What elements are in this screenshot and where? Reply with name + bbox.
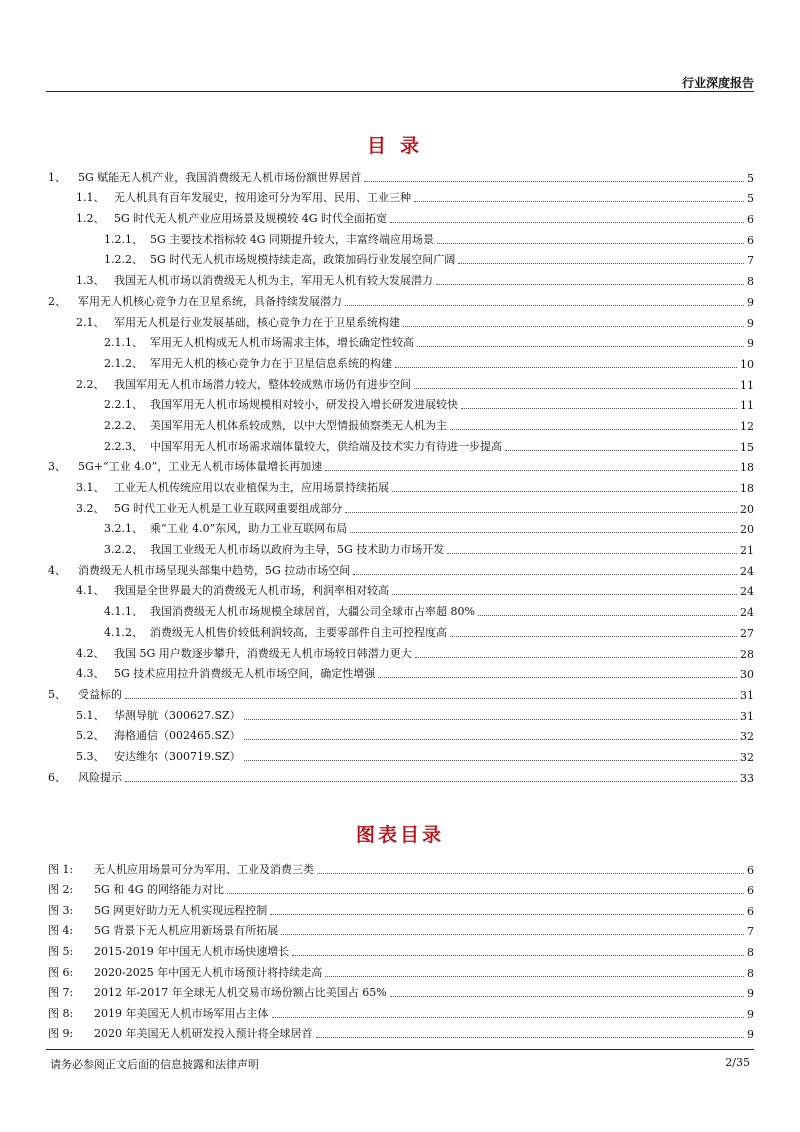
entry-number: 4.3、	[76, 667, 105, 681]
dot-leader	[414, 201, 744, 202]
entry-number: 图 2:	[48, 883, 74, 897]
entry-title: 我国军用无人机市场规模相对较小，研发投入增长研发进展较快	[150, 398, 458, 412]
dot-leader	[390, 222, 744, 223]
entry-number: 4.1、	[76, 584, 105, 598]
entry-title: 5G 网更好助力无人机实现远程控制	[94, 903, 268, 917]
toc-entry[interactable]	[48, 454, 754, 475]
entry-title: 我国 5G 用户数逐步攀升，消费级无人机市场较日韩潜力更大	[114, 646, 412, 660]
dot-leader	[390, 996, 744, 997]
entry-title: 5G 背景下无人机应用新场景有所拓展	[94, 924, 279, 938]
dot-leader	[478, 615, 737, 616]
toc-entry[interactable]	[48, 371, 754, 392]
entry-page: 24	[740, 606, 754, 620]
entry-title: 无人机应用场景可分为军用、工业及消费三类	[94, 862, 314, 876]
entry-title: 军用无人机的核心竞争力在于卫星信息系统的构建	[150, 356, 392, 370]
entry-title: 军用无人机构成无人机市场需求主体，增长确定性较高	[150, 336, 414, 350]
dot-leader	[281, 934, 744, 935]
figure-entry[interactable]	[48, 1021, 754, 1042]
entry-title: 2020 年美国无人机研发投入预计将全球居首	[94, 1027, 313, 1041]
entry-number: 2.1.2、	[104, 356, 143, 370]
dot-leader	[403, 326, 744, 327]
entry-number: 图 5:	[48, 944, 74, 958]
entry-page: 20	[740, 523, 754, 537]
entry-page: 9	[747, 316, 754, 330]
dot-leader	[417, 346, 744, 347]
entry-title: 5G 时代无人机市场规模持续走高，政策加码行业发展空间广阔	[150, 253, 456, 267]
entry-number: 1.1、	[76, 191, 105, 205]
entry-number: 2.2.1、	[104, 398, 143, 412]
dot-leader	[353, 574, 737, 575]
figure-entry[interactable]	[48, 918, 754, 939]
toc-entry[interactable]	[48, 536, 754, 557]
figure-entry[interactable]	[48, 856, 754, 877]
entry-page: 5	[747, 171, 754, 185]
dot-leader	[244, 760, 737, 761]
entry-page: 5	[747, 192, 754, 206]
entry-title: 华测导航（300627.SZ）	[114, 708, 241, 722]
entry-number: 图 3:	[48, 903, 74, 917]
dot-leader	[364, 181, 744, 182]
dot-leader	[125, 781, 737, 782]
toc-entry[interactable]	[48, 185, 754, 206]
entry-number: 图 7:	[48, 986, 74, 1000]
toc-entry[interactable]	[48, 557, 754, 578]
entry-page: 11	[740, 399, 754, 413]
toc-entry[interactable]	[48, 330, 754, 351]
dot-leader	[415, 657, 737, 658]
dot-leader	[505, 450, 737, 451]
dot-leader	[414, 388, 737, 389]
entry-title: 5G 时代工业无人机是工业互联网重要组成部分	[114, 501, 343, 515]
toc-entry[interactable]	[48, 392, 754, 413]
entry-page: 32	[740, 750, 754, 764]
page-number: 2/35	[725, 1056, 750, 1069]
toc-entry[interactable]	[48, 164, 754, 185]
dot-leader	[270, 914, 744, 915]
entry-title: 中国军用无人机市场需求端体量较大，供给端及技术实力有待进一步提高	[150, 439, 502, 453]
toc-entry[interactable]	[48, 226, 754, 247]
entry-number: 5.3、	[76, 749, 105, 763]
entry-page: 6	[747, 884, 754, 898]
entry-title: 受益标的	[78, 687, 122, 701]
dot-leader	[461, 408, 737, 409]
figures-list	[48, 856, 754, 1041]
toc-entry[interactable]	[48, 309, 754, 330]
entry-page: 18	[740, 482, 754, 495]
toc-entry[interactable]	[48, 516, 754, 537]
entry-title: 军用无人机是行业发展基础，核心竞争力在于卫星系统构建	[114, 315, 400, 329]
entry-number: 6、	[48, 770, 66, 784]
toc-entry[interactable]	[48, 640, 754, 661]
dot-leader	[392, 594, 737, 595]
entry-page: 9	[747, 1007, 754, 1021]
toc-entry[interactable]	[48, 433, 754, 454]
entry-title: 海格通信（002465.SZ）	[114, 729, 241, 743]
toc-entry[interactable]	[48, 495, 754, 516]
entry-number: 3、	[48, 460, 66, 474]
entry-page: 9	[747, 295, 754, 309]
dot-leader	[350, 532, 737, 533]
entry-page: 6	[747, 863, 754, 877]
figure-entry[interactable]	[48, 877, 754, 898]
entry-number: 3.2.2、	[104, 543, 143, 557]
toc-entry[interactable]	[48, 723, 754, 744]
toc-entry[interactable]	[48, 267, 754, 288]
entry-number: 3.2.1、	[104, 522, 143, 536]
entry-page: 28	[740, 647, 754, 661]
toc-entry[interactable]	[48, 681, 754, 702]
entry-title: 工业无人机传统应用以农业植保为主，应用场景持续拓展	[114, 481, 389, 494]
entry-number: 1.2、	[76, 212, 105, 226]
dot-leader	[244, 719, 737, 720]
entry-page: 7	[747, 254, 754, 268]
entry-number: 3.2、	[76, 501, 105, 515]
entry-number: 图 9:	[48, 1027, 74, 1041]
entry-title: 无人机具有百年发展史，按用途可分为军用、民用、工业三种	[114, 191, 411, 205]
entry-number: 5.1、	[76, 708, 105, 722]
entry-title: 5G 时代无人机产业应用场景及规模较 4G 时代全面拓宽	[114, 212, 388, 226]
toc-list	[48, 164, 754, 785]
entry-title: 我国工业级无人机市场以政府为主导，5G 技术助力市场开发	[150, 543, 445, 557]
toc-entry[interactable]	[48, 205, 754, 226]
dot-leader	[125, 698, 737, 699]
toc-title: 目录	[366, 135, 433, 157]
toc-entry[interactable]	[48, 247, 754, 268]
entry-title: 我国是全世界最大的消费级无人机市场，利润率相对较高	[114, 584, 389, 598]
toc-entry[interactable]	[48, 743, 754, 764]
toc-entry[interactable]	[48, 412, 754, 433]
dot-leader	[450, 636, 737, 637]
dot-leader	[378, 677, 737, 678]
entry-page: 24	[740, 585, 754, 599]
entry-page: 31	[740, 709, 754, 723]
entry-title: 我国消费级无人机市场规模全球居首，大疆公司全球市占率超 80%	[150, 605, 475, 619]
toc-entry[interactable]	[48, 702, 754, 723]
entry-page: 15	[740, 440, 754, 454]
entry-number: 2.2.2、	[104, 418, 143, 432]
entry-number: 图 1:	[48, 862, 74, 876]
entry-page: 21	[740, 544, 754, 558]
entry-page: 6	[747, 233, 754, 247]
toc-entry[interactable]	[48, 350, 754, 371]
entry-page: 9	[747, 987, 754, 1001]
dot-leader	[437, 243, 744, 244]
entry-number: 4.2、	[76, 646, 105, 660]
entry-number: 2.2.3、	[104, 439, 143, 453]
entry-title: 安达维尔（300719.SZ）	[114, 749, 241, 763]
entry-page: 7	[747, 925, 754, 939]
entry-number: 4.1.1、	[104, 605, 143, 619]
entry-number: 4.1.2、	[104, 625, 143, 639]
entry-number: 图 6:	[48, 965, 74, 979]
entry-page: 11	[740, 378, 754, 392]
entry-number: 2.1.1、	[104, 336, 143, 350]
entry-page: 30	[740, 668, 754, 682]
entry-title: 我国军用无人机市场潜力较大，整体较成熟市场仍有进步空间	[114, 377, 411, 391]
entry-title: 乘“工业 4.0”东风，助力工业互联网布局	[150, 522, 348, 536]
entry-page: 24	[740, 564, 754, 578]
entry-page: 8	[747, 275, 754, 289]
dot-leader	[316, 1037, 745, 1038]
dot-leader	[325, 470, 737, 471]
entry-page: 20	[740, 502, 754, 516]
figures-title: 图表目录	[355, 824, 444, 846]
dot-leader	[436, 284, 744, 285]
footer-disclaimer: 请务必参阅正文后面的信息披露和法律声明	[50, 1058, 259, 1071]
entry-title: 美国军用无人机体系较成熟，以中大型情报侦察类无人机为主	[150, 418, 447, 432]
entry-page: 18	[740, 461, 754, 475]
dot-leader	[292, 955, 744, 956]
entry-title: 5G 和 4G 的网络能力对比	[94, 883, 225, 897]
dot-leader	[450, 429, 737, 430]
entry-page: 10	[740, 357, 754, 371]
toc-entry[interactable]	[48, 598, 754, 619]
entry-number: 3.1、	[76, 481, 105, 494]
entry-page: 9	[747, 1028, 754, 1042]
entry-page: 8	[747, 966, 754, 980]
header-divider	[46, 91, 754, 92]
entry-title: 5G 赋能无人机产业，我国消费级无人机市场份额世界居首	[78, 170, 362, 184]
figure-entry[interactable]	[48, 959, 754, 980]
entry-title: 2012 年-2017 年全球无人机交易市场份额占比美国占 65%	[94, 986, 387, 1000]
entry-title: 5G 主要技术指标较 4G 同期提升较大，丰富终端应用场景	[150, 232, 435, 246]
entry-title: 我国无人机市场以消费级无人机为主，军用无人机有较大发展潜力	[114, 274, 433, 288]
entry-title: 风险提示	[78, 770, 122, 784]
figure-entry[interactable]	[48, 938, 754, 959]
entry-title: 2019 年美国无人机市场军用占主体	[94, 1006, 269, 1020]
toc-entry[interactable]	[48, 288, 754, 309]
dot-leader	[317, 873, 744, 874]
toc-entry[interactable]	[48, 764, 754, 785]
entry-title: 2015-2019 年中国无人机市场快速增长	[94, 944, 290, 958]
entry-number: 2.2、	[76, 377, 105, 391]
dot-leader	[395, 367, 737, 368]
figure-entry[interactable]	[48, 897, 754, 918]
dot-leader	[447, 553, 737, 554]
entry-page: 12	[740, 419, 754, 433]
entry-page: 31	[740, 688, 754, 702]
figure-entry[interactable]	[48, 1000, 754, 1021]
toc-entry[interactable]	[48, 661, 754, 682]
entry-page: 9	[747, 337, 754, 351]
entry-number: 1.3、	[76, 274, 105, 288]
entry-number: 图 4:	[48, 924, 74, 938]
dot-leader	[227, 893, 744, 894]
entry-page: 33	[740, 771, 754, 785]
entry-number: 4、	[48, 563, 66, 577]
toc-entry[interactable]	[48, 619, 754, 640]
toc-entry[interactable]	[48, 578, 754, 599]
figure-entry[interactable]	[48, 980, 754, 1001]
entry-page: 6	[747, 904, 754, 918]
footer-divider	[46, 1049, 754, 1050]
dot-leader	[458, 263, 744, 264]
entry-number: 1.2.1、	[104, 232, 143, 246]
dot-leader	[244, 739, 737, 740]
entry-number: 2、	[48, 294, 66, 308]
entry-number: 图 8:	[48, 1006, 74, 1020]
entry-title: 5G 技术应用拉升消费级无人机市场空间，确定性增强	[114, 667, 376, 681]
entry-number: 5.2、	[76, 729, 105, 743]
entry-title: 5G+“工业 4.0”，工业无人机市场体量增长再加速	[78, 460, 323, 474]
entry-number: 2.1、	[76, 315, 105, 329]
entry-page: 8	[747, 945, 754, 959]
dot-leader	[325, 976, 744, 977]
entry-page: 32	[740, 730, 754, 744]
entry-title: 消费级无人机市场呈现头部集中趋势，5G 拉动市场空间	[78, 563, 351, 577]
dot-leader	[345, 512, 737, 513]
entry-title: 消费级无人机售价较低利润较高，主要零部件自主可控程度高	[150, 625, 447, 639]
entry-page: 6	[747, 213, 754, 227]
dot-leader	[345, 305, 744, 306]
entry-number: 1、	[48, 170, 66, 184]
entry-page: 27	[740, 626, 754, 640]
entry-title: 2020-2025 年中国无人机市场预计将持续走高	[94, 965, 323, 979]
dot-leader	[392, 491, 737, 492]
entry-number: 1.2.2、	[104, 253, 143, 267]
report-type-label: 行业深度报告	[681, 76, 754, 90]
entry-number: 5、	[48, 687, 66, 701]
entry-title: 军用无人机核心竞争力在卫星系统，具备持续发展潜力	[78, 294, 342, 308]
toc-entry[interactable]	[48, 474, 754, 495]
dot-leader	[272, 1017, 745, 1018]
